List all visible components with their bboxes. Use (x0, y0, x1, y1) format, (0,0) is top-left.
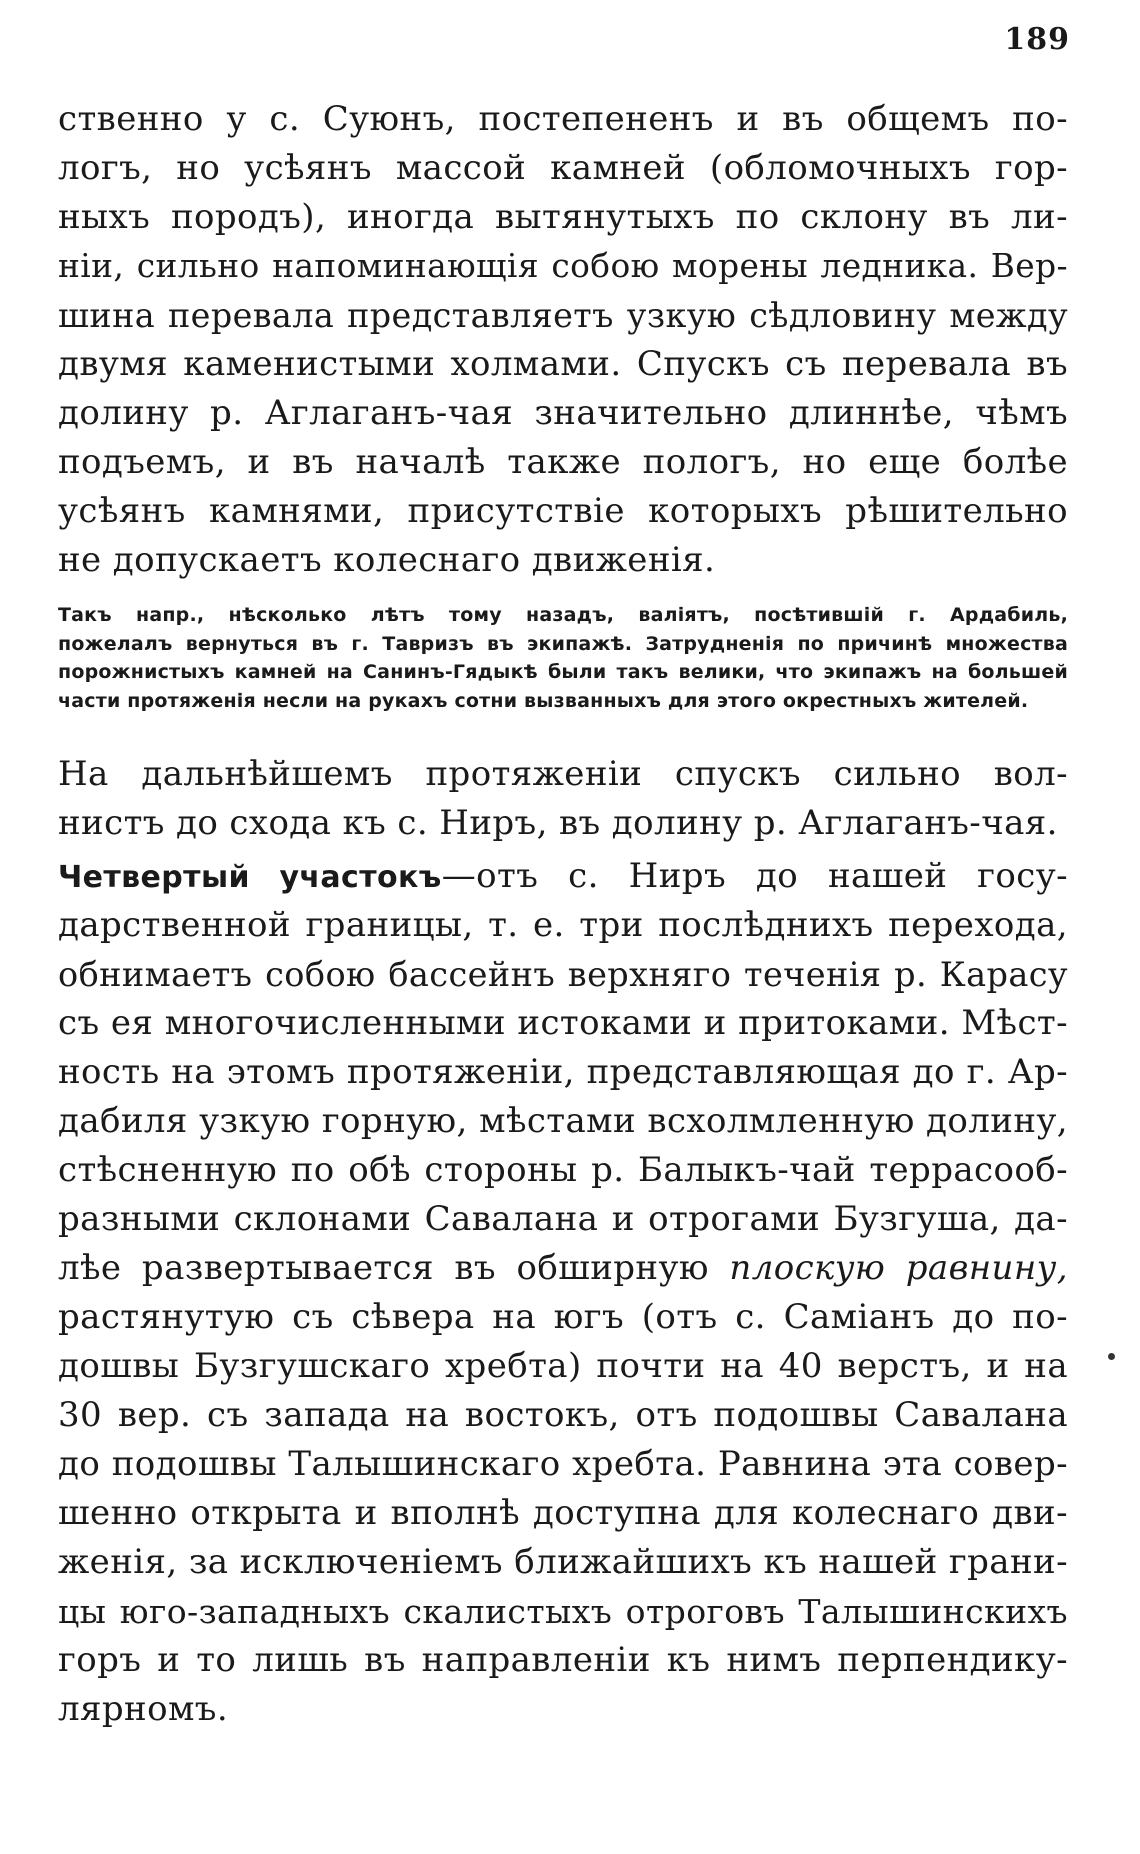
text-line: 30 вер. съ запада на востокъ, отъ подошвы Савалана (58, 1395, 1068, 1435)
ink-speck (1108, 1353, 1115, 1360)
text-segment: —отъ с. Ниръ до нашей госу- (441, 856, 1068, 896)
text-line: нистъ до схода къ с. Ниръ, въ долину р. Аглаганъ-чая. (58, 803, 1058, 843)
text-line: до подошвы Талышинскаго хребта. Равнина эта совер- (58, 1444, 1068, 1484)
text-line: стѣсненную по обѣ стороны р. Балыкъ-чай террасооб- (58, 1150, 1068, 1190)
text-line: долину р. Аглаганъ-чая значительно длиннѣе, чѣмъ (58, 393, 1068, 433)
text-line: разными склонами Савалана и отрогами Бузгуша, да- (58, 1199, 1068, 1239)
text-line: дабиля узкую горную, мѣстами всхолмленную долину, (58, 1101, 1068, 1141)
text-line: не допускаетъ колеснаго движенія. (58, 540, 716, 580)
text-line: горъ и то лишь въ направленіи къ нимъ перпендику- (58, 1640, 1068, 1680)
text-line: шина перевала представляетъ узкую сѣдловину между (58, 296, 1068, 335)
text-line-with-emphasis (58, 1244, 1068, 1293)
paragraph-3 (58, 852, 1068, 1734)
text-line: ственно у с. Суюнъ, постепененъ и въ общемъ по- (58, 99, 1068, 139)
text-line: ніи, сильно напоминающія собою морены ледника. Вер- (58, 247, 1068, 285)
text-line: На дальнѣйшемъ протяженіи спускъ сильно вол- (58, 754, 1068, 794)
emphasized-text: плоскую равнину, (729, 1248, 1068, 1288)
text-line: растянутую съ сѣвера на югъ (отъ с. Саміанъ до по- (58, 1297, 1068, 1337)
text-line: лярномъ. (58, 1689, 229, 1729)
footnote-block (58, 601, 1068, 715)
paragraph-2 (58, 750, 1068, 848)
text-line: подъемъ, и въ началѣ также пологъ, но еще болѣе (58, 442, 1068, 482)
text-line: двумя каменистыми холмами. Спускъ съ перевала въ (58, 344, 1068, 384)
text-line: ность на этомъ протяженіи, представляющая до г. Ар- (58, 1052, 1068, 1092)
footnote-line: пожелалъ вернуться въ г. Тавризъ въ экипажѣ. Затрудненія по причинѣ множества (58, 632, 1068, 655)
text-line: женія, за исключеніемъ ближайшихъ къ нашей грани- (58, 1542, 1068, 1582)
section-heading: Четвертый участокъ (58, 860, 442, 895)
text-line: шенно открыта и вполнѣ доступна для колеснаго дви- (58, 1493, 1068, 1533)
paragraph-1 (58, 95, 1068, 585)
text-line: съ ея многочисленными истоками и притоками. Мѣст- (58, 1003, 1068, 1043)
text-line: ныхъ породъ), иногда вытянутыхъ по склону въ ли- (58, 197, 1068, 237)
footnote-line: порожнистыхъ камней на Санинъ-Гядыкѣ были такъ велики, что экипажъ на большей (58, 661, 1068, 683)
footnote-line: Такъ напр., нѣсколько лѣтъ тому назадъ, валіятъ, посѣтившій г. Ардабиль, (58, 604, 1068, 626)
section-heading-line (58, 852, 1068, 901)
text-line: обнимаетъ собою бассейнъ верхняго теченія р. Карасу (58, 955, 1068, 994)
text-line: логъ, но усѣянъ массой камней (обломочныхъ гор- (58, 148, 1068, 188)
footnote-line: части протяженія несли на рукахъ сотни вызванныхъ для этого окрестныхъ жителей. (58, 689, 1029, 712)
text-line: цы юго-западныхъ скалистыхъ отроговъ Талышинскихъ (58, 1592, 1068, 1631)
text-line: усѣянъ камнями, присутствіе которыхъ рѣшительно (58, 491, 1068, 531)
text-line: дарственной границы, т. е. три послѣднихъ перехода, (58, 905, 1068, 945)
text-segment: лѣе развертывается въ обширную (58, 1248, 730, 1288)
page-number: 189 (1004, 22, 1070, 57)
text-line: дошвы Бузгушскаго хребта) почти на 40 верстъ, и на (58, 1346, 1068, 1386)
